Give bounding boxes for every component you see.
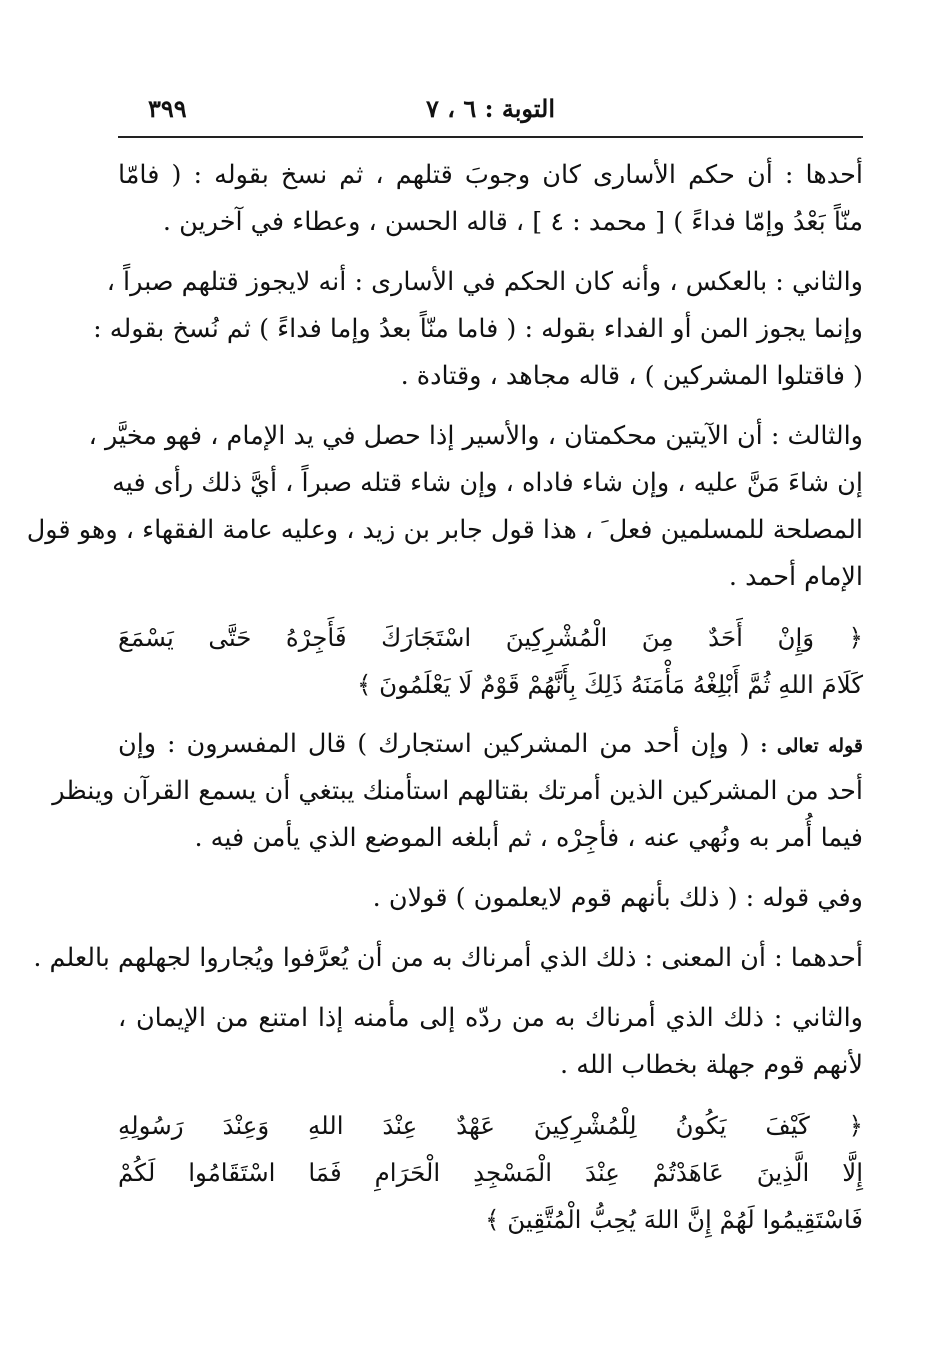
text-line: والثاني : بالعكس ، وأنه كان الحكم في الأسارى : أنه لايجوز قتلهم صبراً ، [106,267,863,297]
commentary-line [118,721,863,768]
text-line: والثاني : ذلك الذي أمرناك به من ردّه إلى مأمنه إذا امتنع من الإيمان ، [118,1003,863,1033]
quote-label: قوله تعالى : [760,735,863,757]
text-line: فيما أُمر به ونُهي عنه ، فأجِرْه ، ثم أبلغه الموضع الذي يأمن فيه . [194,823,863,853]
text-line: والثالث : أن الآيتين محكمتان ، والأسير إذا حصل في يد الإمام ، فهو مخيَّر ، [88,421,863,451]
text-line: ( فاقتلوا المشركين ) ، قاله مجاهد ، وقتادة . [400,361,863,391]
text-line: وفي قوله : ( ذلك بأنهم قوم لايعلمون ) قولان . [372,883,863,913]
text-line: الإمام أحمد . [728,562,863,592]
text-line: لأنهم قوم جهلة بخطاب الله . [560,1050,863,1080]
body-text [26,152,863,1243]
quran-verse-line: كَلَامَ اللهِ ثُمَّ أَبْلِغْهُ مَأْمَنَهُ ذَلِكَ بِأَنَّهُمْ قَوْمٌ لَا يَعْلَمُونَ ﴾ [356,670,863,699]
quran-verse-line: ﴿ وَإِنْ أَحَدٌ مِنَ الْمُشْرِكِينَ اسْتَجَارَكَ فَأَجِرْهُ حَتَّى يَسْمَعَ [118,623,863,652]
quran-verse-line: ﴿ كَيْفَ يَكُونُ لِلْمُشْرِكِينَ عَهْدٌ عِنْدَ اللهِ وَعِنْدَ رَسُولِهِ [118,1111,863,1140]
quran-verse-line: إِلَّا الَّذِينَ عَاهَدْتُمْ عِنْدَ الْمَسْجِدِ الْحَرَامِ فَمَا اسْتَقَامُوا لَكُمْ [118,1158,863,1187]
text-line: أحد من المشركين الذين أمرتك بقتالهم استأمنك يبتغي أن يسمع القرآن وينظر [52,776,863,806]
text-line: وإنما يجوز المن أو الفداء بقوله : ( فاما منّاً بعدُ وإما فداءً ) ثم نُسخ بقوله : [93,314,863,344]
running-head [118,88,863,132]
text-line: المصلحة للمسلمين فعل َ ، هذا قول جابر بن زيد ، وعليه عامة الفقهاء ، وهو قول [26,515,863,545]
chapter-reference: التوبة : ٦ ، ٧ [426,94,555,123]
commentary-text: ( وإن أحد من المشركين استجارك ) قال المفسرون : وإن [118,729,750,759]
text-line: إن شاءَ مَنَّ عليه ، وإن شاء فاداه ، وإن شاء قتله صبراً ، أيَّ ذلك رأى فيه [112,468,863,498]
text-line: أحدهما : أن المعنى : ذلك الذي أمرناك به من أن يُعرَّفوا ويُجاروا لجهلهم بالعلم . [33,943,863,973]
page-number: ٣٩٩ [148,94,187,123]
quran-verse-line: فَاسْتَقِيمُوا لَهُمْ إِنَّ اللهَ يُحِبُّ الْمُتَّقِينَ ﴾ [485,1205,863,1234]
text-line: أحدها : أن حكم الأسارى كان وجوبَ قتلهم ، ثم نسخ بقوله : ( فامّا [118,160,863,190]
text-line: منّاً بَعْدُ وإمّا فداءً ) [ محمد : ٤ ] ، قاله الحسن ، وعطاء في آخرين . [162,207,863,237]
header-rule [118,136,863,138]
